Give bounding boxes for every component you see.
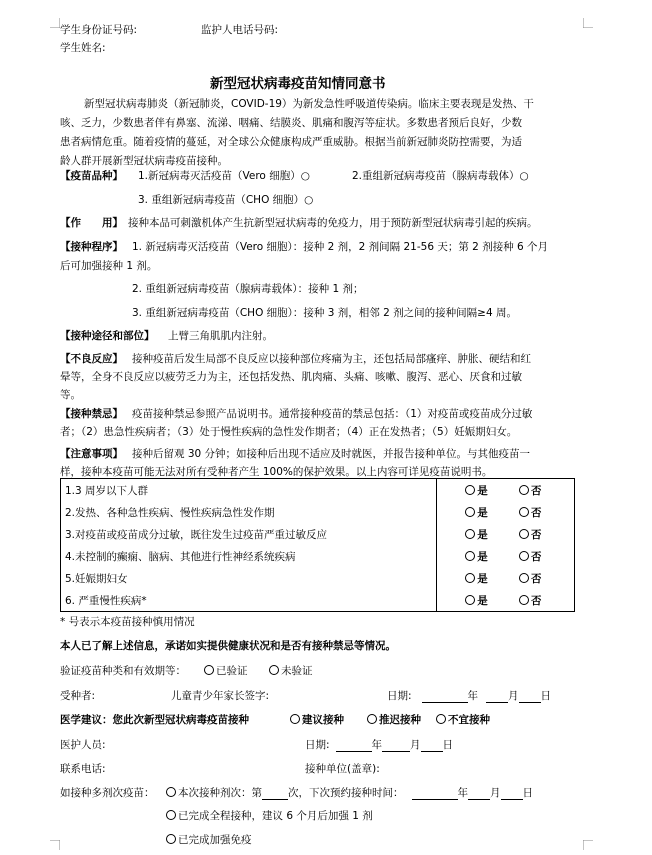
table-row	[61, 567, 575, 589]
route-label: 【接种途径和部位】	[60, 330, 155, 342]
checklist-choice-1	[437, 479, 575, 502]
day-blank[interactable]	[519, 691, 541, 703]
radio-circle-icon	[519, 529, 529, 539]
radio-circle-icon	[519, 485, 529, 495]
adverse-line-3: 等。	[60, 389, 81, 401]
month-blank[interactable]	[486, 691, 508, 703]
day-blank[interactable]	[501, 788, 523, 800]
crop-mark-bottom-left	[50, 840, 60, 850]
yes-option[interactable]: 是	[465, 551, 488, 563]
effect-label: 【作 用】	[60, 217, 123, 229]
month-blank[interactable]	[468, 788, 490, 800]
table-row	[61, 501, 575, 523]
yes-option[interactable]: 是	[465, 507, 488, 519]
procedure-line-3: 3. 重组新冠病毒疫苗（CHO 细胞）：接种 3 剂，相邻 2 剂之间的接种间隔≥4 周。	[132, 307, 517, 319]
radio-circle-icon	[465, 507, 475, 517]
checklist-choice-2	[437, 501, 575, 523]
year-blank[interactable]	[336, 740, 372, 752]
radio-circle-icon	[166, 834, 176, 844]
table-footnote: * 号表示本疫苗接种慎用情况	[60, 616, 195, 628]
crop-mark-top-right	[583, 18, 593, 28]
verified-option[interactable]: 已验证	[204, 663, 248, 678]
intro-line-2: 咳、乏力，少数患者伴有鼻塞、流涕、咽痛、结膜炎、肌痛和腹泻等症状。多数患者预后良好，少数	[60, 117, 522, 129]
medical-advice-label: 医学建议：您此次新型冠状病毒疫苗接种	[60, 714, 249, 726]
procedure-line-1: 1. 新冠病毒灭活疫苗（Vero 细胞）：接种 2 剂，2 剂间隔 21-56 天；第 2 剂接种 6 个月	[132, 241, 549, 253]
contact-phone-label: 联系电话:	[60, 763, 106, 775]
declaration-text: 本人已了解上述信息，承诺如实提供健康状况和是否有接种禁忌等情况。	[60, 640, 396, 652]
document-title: 新型冠状病毒疫苗知情同意书	[210, 76, 386, 92]
vaccine-type-option-1[interactable]: 1.新冠病毒灭活疫苗（Vero 细胞）○	[138, 170, 310, 182]
year-blank[interactable]	[412, 788, 458, 800]
radio-circle-icon	[519, 507, 529, 517]
guardian-phone-label: 监护人电话号码:	[201, 24, 279, 36]
no-option[interactable]: 否	[519, 485, 542, 497]
booster-completed-option[interactable]: 已完成加强免疫	[166, 832, 252, 847]
checklist-item-6: 6. 严重慢性疾病*	[61, 589, 437, 612]
radio-circle-icon	[519, 595, 529, 605]
checklist-choice-6	[437, 589, 575, 612]
notes-line-1: 接种后留观 30 分钟；如接种后出现不适应及时就医，并报告接种单位。与其他疫苗一	[132, 448, 531, 460]
no-option[interactable]: 否	[519, 529, 542, 541]
radio-circle-icon	[269, 665, 279, 675]
vaccine-type-label: 【疫苗品种】	[60, 170, 123, 182]
intro-line-3: 患者病情危重。随着疫情的蔓延，对全球公众健康构成严重威胁。根据当前新冠肺炎防控需要，为适	[60, 136, 522, 148]
radio-circle-icon	[290, 714, 300, 724]
radio-circle-icon	[519, 551, 529, 561]
procedure-line-1b: 后可加强接种 1 剂。	[60, 260, 158, 272]
procedure-line-2: 2. 重组新冠病毒疫苗（腺病毒载体）：接种 1 剂；	[132, 283, 364, 295]
vaccination-unit-label: 接种单位(盖章):	[305, 763, 380, 775]
year-blank[interactable]	[422, 691, 468, 703]
radio-circle-icon	[465, 551, 475, 561]
yes-option[interactable]: 是	[465, 573, 488, 585]
effect-text: 接种本品可刺激机体产生抗新型冠状病毒的免疫力，用于预防新型冠状病毒引起的疾病。	[128, 217, 538, 229]
radio-circle-icon	[204, 665, 214, 675]
advise-postpone-option[interactable]: 推迟接种	[367, 712, 421, 727]
table-row	[61, 479, 575, 502]
checklist-item-1: 1.3 周岁以下人群	[61, 479, 437, 502]
yes-option[interactable]: 是	[465, 485, 488, 497]
crop-mark-bottom-right	[583, 840, 593, 850]
checklist-choice-4	[437, 545, 575, 567]
vaccine-type-option-3[interactable]: 3. 重组新冠病毒疫苗（CHO 细胞）○	[138, 194, 314, 206]
contraindications-line-1: 疫苗接种禁忌参照产品说明书。通常接种疫苗的禁忌包括：（1）对疫苗或疫苗成分过敏	[132, 408, 533, 420]
radio-circle-icon	[436, 714, 446, 724]
medical-staff-label: 医护人员:	[60, 739, 106, 751]
adverse-label: 【不良反应】	[60, 353, 123, 365]
verify-label: 验证疫苗种类和有效期等：	[60, 665, 186, 677]
student-id-label: 学生身份证号码:	[60, 24, 138, 36]
notes-line-2: 样，接种本疫苗可能无法对所有受种者产生 100%的保护效果。以上内容可详见疫苗说明书。	[60, 466, 493, 478]
table-row	[61, 589, 575, 612]
radio-circle-icon	[166, 810, 176, 820]
route-text: 上臂三角肌肌内注射。	[168, 330, 273, 342]
current-dose-option[interactable]: 本次接种剂次：第 次，下次预约接种时间： 年 月 日	[166, 785, 533, 800]
not-verified-option[interactable]: 未验证	[269, 663, 313, 678]
table-row	[61, 545, 575, 567]
contraindications-label: 【接种禁忌】	[60, 408, 123, 420]
intro-line-4: 龄人群开展新型冠状病毒疫苗接种。	[60, 155, 228, 167]
month-blank[interactable]	[382, 740, 410, 752]
yes-option[interactable]: 是	[465, 595, 488, 607]
intro-line-1: 新型冠状病毒肺炎（新冠肺炎，COVID-19）为新发急性呼吸道传染病。临床主要表现是发热、干	[84, 98, 534, 110]
notes-label: 【注意事项】	[60, 448, 123, 460]
radio-circle-icon	[519, 573, 529, 583]
procedure-label: 【接种程序】	[60, 241, 123, 253]
guardian-signature-label: 儿童青少年家长签字:	[171, 690, 270, 702]
day-blank[interactable]	[421, 740, 443, 752]
radio-circle-icon	[465, 573, 475, 583]
multi-dose-label: 如接种多剂次疫苗：	[60, 787, 155, 799]
student-name-label: 学生姓名:	[60, 42, 106, 54]
screening-checklist-table	[60, 478, 575, 612]
radio-circle-icon	[465, 485, 475, 495]
no-option[interactable]: 否	[519, 595, 542, 607]
yes-option[interactable]: 是	[465, 529, 488, 541]
checklist-item-2: 2.发热、各种急性疾病、慢性疾病急性发作期	[61, 501, 437, 523]
completed-series-option[interactable]: 已完成全程接种，建议 6 个月后加强 1 剂	[166, 808, 373, 823]
no-option[interactable]: 否	[519, 573, 542, 585]
checklist-item-4: 4.未控制的癫痫、脑病、其他进行性神经系统疾病	[61, 545, 437, 567]
checklist-item-5: 5.妊娠期妇女	[61, 567, 437, 589]
checklist-item-3: 3.对疫苗或疫苗成分过敏，既往发生过疫苗严重过敏反应	[61, 523, 437, 545]
staff-date-field[interactable]: 日期: 年 月 日	[305, 739, 454, 751]
contraindications-line-2: 者；（2）患急性疾病者；（3）处于慢性疾病的急性发作期者；（4）正在发热者；（5）妊娠期妇女。	[60, 426, 518, 438]
radio-circle-icon	[465, 595, 475, 605]
checklist-choice-3	[437, 523, 575, 545]
recipient-label: 受种者:	[60, 690, 96, 702]
advise-vaccinate-option[interactable]: 建议接种	[290, 712, 344, 727]
adverse-line-2: 晕等，全身不良反应以疲劳乏力为主，还包括发热、肌肉痛、头痛、咳嗽、腹泻、恶心、厌食和过敏	[60, 371, 522, 383]
radio-circle-icon	[465, 529, 475, 539]
table-row	[61, 523, 575, 545]
no-option[interactable]: 否	[519, 551, 542, 563]
adverse-line-1: 接种疫苗后发生局部不良反应以接种部位疼痛为主，还包括局部瘙痒、肿胀、硬结和红	[132, 353, 531, 365]
recipient-date-field[interactable]: 日期: 年 月 日	[387, 690, 552, 702]
vaccine-type-option-2[interactable]: 2.重组新冠病毒疫苗（腺病毒载体）○	[352, 170, 529, 182]
radio-circle-icon	[367, 714, 377, 724]
dose-number-blank[interactable]	[262, 788, 288, 800]
advise-not-suitable-option[interactable]: 不宜接种	[436, 712, 490, 727]
no-option[interactable]: 否	[519, 507, 542, 519]
checklist-choice-5	[437, 567, 575, 589]
crop-mark-top-left	[50, 18, 60, 28]
radio-circle-icon	[166, 787, 176, 797]
